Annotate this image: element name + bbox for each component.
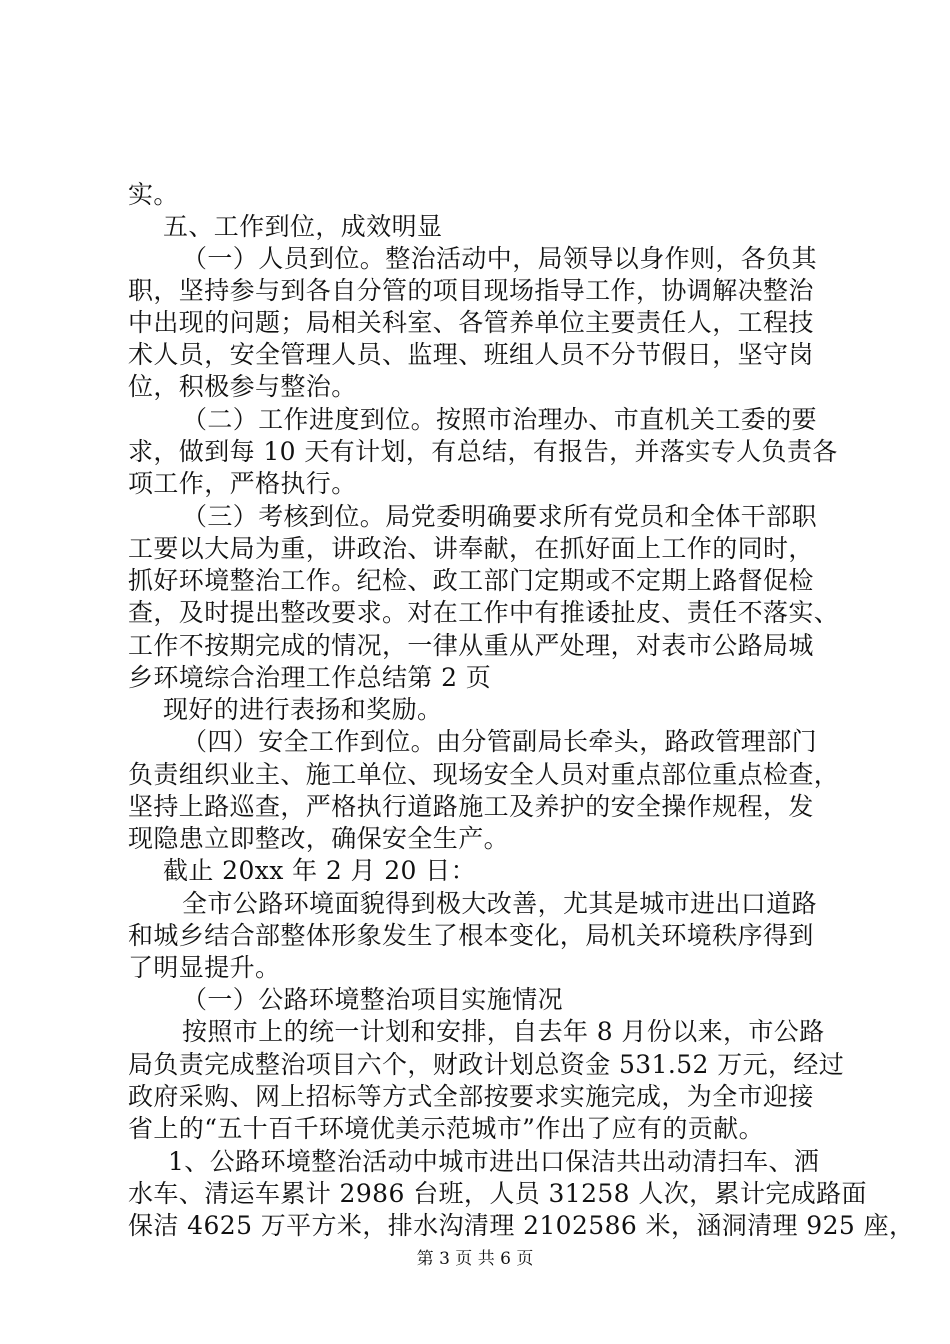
text-line: （三）考核到位。局党委明确要求所有党员和全体干部职 — [182, 502, 818, 531]
text-line: 保洁 4625 万平方米，排水沟清理 2102586 米，涵洞清理 925 座， — [128, 1211, 915, 1240]
page-footer: 第 3 页 共 6 页 — [416, 1249, 534, 1269]
text-line: 按照市上的统一计划和安排，自去年 8 月份以来，市公路 — [182, 1017, 825, 1046]
text-line: 现好的进行表扬和奖励。 — [163, 695, 443, 724]
text-line: 中出现的问题；局相关科室、各管养单位主要责任人，工程技 — [128, 308, 814, 337]
text-line: 职，坚持参与到各自分管的项目现场指导工作，协调解决整治 — [128, 276, 814, 305]
text-line: （一）公路环境整治项目实施情况 — [182, 985, 564, 1014]
text-line: 项工作，严格执行。 — [128, 469, 357, 498]
text-line: 政府采购、网上招标等方式全部按要求实施完成，为全市迎接 — [128, 1082, 814, 1111]
text-line: （四）安全工作到位。由分管副局长牵头，路政管理部门 — [182, 727, 818, 756]
text-line: 位，积极参与整治。 — [128, 372, 357, 401]
text-line: 坚持上路巡查，严格执行道路施工及养护的安全操作规程，发 — [128, 792, 814, 821]
text-line: 省上的“五十百千环境优美示范城市”作出了应有的贡献。 — [128, 1114, 764, 1143]
text-line: 查，及时提出整改要求。对在工作中有推诿扯皮、责任不落实、 — [128, 598, 840, 627]
text-line: 局负责完成整治项目六个，财政计划总资金 531.52 万元，经过 — [128, 1050, 845, 1079]
text-line: 负责组织业主、施工单位、现场安全人员对重点部位重点检查， — [128, 760, 840, 789]
text-line: 乡环境综合治理工作总结第 2 页 — [128, 663, 492, 692]
text-line: 1、公路环境整治活动中城市进出口保洁共出动清扫车、洒 — [168, 1147, 820, 1176]
text-line: 求，做到每 10 天有计划，有总结，有报告，并落实专人负责各 — [128, 437, 838, 466]
text-line: （二）工作进度到位。按照市治理办、市直机关工委的要 — [182, 405, 818, 434]
text-line: 现隐患立即整改，确保安全生产。 — [128, 824, 510, 853]
text-line: 工作不按期完成的情况，一律从重从严处理，对表市公路局城 — [128, 631, 814, 660]
text-line: 实。 — [128, 180, 179, 209]
text-line: 工要以大局为重，讲政治、讲奉献，在抓好面上工作的同时， — [128, 534, 814, 563]
text-line: 和城乡结合部整体形象发生了根本变化，局机关环境秩序得到 — [128, 921, 814, 950]
text-line: 全市公路环境面貌得到极大改善，尤其是城市进出口道路 — [182, 889, 818, 918]
text-line: （一）人员到位。整治活动中，局领导以身作则，各负其 — [182, 244, 818, 273]
text-line: 水车、清运车累计 2986 台班，人员 31258 人次，累计完成路面 — [128, 1179, 867, 1208]
text-line: 抓好环境整治工作。纪检、政工部门定期或不定期上路督促检 — [128, 566, 814, 595]
text-line: 截止 20xx 年 2 月 20 日： — [163, 856, 477, 885]
text-line: 五、工作到位，成效明显 — [163, 212, 443, 241]
text-line: 术人员，安全管理人员、监理、班组人员不分节假日，坚守岗 — [128, 340, 814, 369]
text-line: 了明显提升。 — [128, 953, 281, 982]
